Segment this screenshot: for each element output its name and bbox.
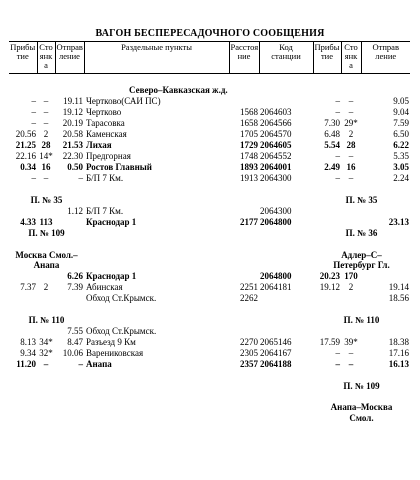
cell-stop-right: – bbox=[348, 151, 354, 162]
cell-arrival-left: – bbox=[31, 173, 36, 184]
cell-distance: 1705 bbox=[240, 129, 258, 140]
cell-stop-left bbox=[37, 270, 55, 281]
cell-stop-right bbox=[341, 217, 361, 228]
cell-stop-right bbox=[341, 325, 361, 336]
cell-departure-right bbox=[361, 325, 410, 336]
cell-stop-left bbox=[37, 325, 55, 336]
cell-station-code: 2064181 bbox=[260, 281, 292, 292]
cell-stop-left: – bbox=[43, 358, 49, 369]
cell-departure-right: 6.22 bbox=[393, 140, 409, 151]
cell-departure-left: 21.53 bbox=[62, 140, 83, 151]
cell-arrival-left bbox=[9, 206, 37, 217]
table-row bbox=[9, 270, 410, 281]
cell-distance: 2262 bbox=[240, 292, 258, 303]
cell-point-name: Разъезд 9 Км bbox=[86, 336, 136, 347]
cell-station-code: 2064566 bbox=[260, 118, 292, 129]
cell-station-code bbox=[259, 325, 313, 336]
cell-departure-left: 19.12 bbox=[62, 107, 83, 118]
cell-stop-left: – bbox=[43, 118, 49, 129]
cell-departure-left: 0.50 bbox=[67, 162, 83, 173]
cell-point-name: Анапа bbox=[86, 358, 112, 369]
cell-arrival-left: 7.37 bbox=[20, 281, 36, 292]
cell-stop-left: 16 bbox=[41, 162, 51, 173]
cell-departure-left: 6.26 bbox=[67, 270, 83, 281]
table-row bbox=[9, 162, 410, 173]
cell-arrival-left: 21.25 bbox=[15, 140, 36, 151]
header-stop-left: Сто янк а bbox=[37, 42, 55, 74]
table-row bbox=[9, 129, 410, 140]
table-row bbox=[9, 336, 410, 347]
cell-point-name: Б/П 7 Км. bbox=[86, 206, 124, 217]
cell-distance: 1913 bbox=[240, 173, 258, 184]
train-number-left: П. № 110 bbox=[28, 314, 65, 325]
cell-arrival-right: 2.49 bbox=[324, 162, 340, 173]
cell-distance: 1748 bbox=[240, 151, 258, 162]
cell-stop-right: 16 bbox=[346, 162, 356, 173]
cell-station-code: 2064300 bbox=[260, 206, 292, 217]
cell-stop-left: – bbox=[43, 107, 49, 118]
table-row bbox=[9, 281, 410, 292]
cell-arrival-right: – bbox=[335, 96, 340, 107]
header-arrival-right: Прибы тие bbox=[313, 42, 341, 74]
table-row bbox=[9, 347, 410, 358]
region-row bbox=[9, 85, 410, 96]
cell-point-name: Тарасовка bbox=[86, 118, 125, 129]
cell-stop-right: 29* bbox=[344, 118, 358, 129]
section-row-p109-bottom bbox=[9, 380, 410, 391]
table-row bbox=[9, 96, 410, 107]
cell-arrival-left: 9.34 bbox=[20, 347, 36, 358]
header-departure-left: Отправ ление bbox=[55, 42, 84, 74]
train-number-right: П. № 110 bbox=[343, 314, 380, 325]
cell-stop-left: – bbox=[43, 96, 49, 107]
cell-arrival-right: – bbox=[335, 151, 340, 162]
cell-stop-right bbox=[341, 206, 361, 217]
cell-distance bbox=[229, 96, 259, 107]
cell-point-name: Лихая bbox=[86, 140, 112, 151]
cell-departure-right bbox=[361, 270, 410, 281]
table-row bbox=[9, 206, 410, 217]
cell-station-code: 2064800 bbox=[260, 217, 292, 228]
table-row bbox=[9, 140, 410, 151]
cell-point-name: Ростов Главный bbox=[86, 162, 152, 173]
cell-arrival-right: 6.48 bbox=[324, 129, 340, 140]
table-row bbox=[9, 292, 410, 303]
cell-departure-left: 20.58 bbox=[62, 129, 83, 140]
cell-arrival-left: 4.33 bbox=[20, 217, 36, 228]
cell-point-name: Варениковская bbox=[86, 347, 144, 358]
cell-arrival-right bbox=[313, 325, 341, 336]
header-distance: Расстоя ние bbox=[229, 42, 259, 74]
cell-station-code: 2064188 bbox=[260, 358, 292, 369]
document-title: ВАГОН БЕСПЕРЕСАДОЧНОГО СООБЩЕНИЯ bbox=[95, 28, 325, 39]
cell-station-code: 2064605 bbox=[260, 140, 292, 151]
cell-distance: 2270 bbox=[240, 336, 258, 347]
cell-arrival-left: 20.56 bbox=[15, 129, 36, 140]
table-row bbox=[9, 325, 410, 336]
cell-station-code: 2064552 bbox=[260, 151, 292, 162]
cell-stop-left: 14* bbox=[39, 151, 53, 162]
cell-point-name: Абинская bbox=[86, 281, 123, 292]
section-rows-4 bbox=[9, 325, 410, 369]
cell-distance bbox=[229, 206, 259, 217]
cell-arrival-right: 5.54 bbox=[324, 140, 340, 151]
cell-stop-left: 32* bbox=[39, 347, 53, 358]
cell-distance: 2357 bbox=[240, 358, 258, 369]
section-row-p109-p36 bbox=[9, 228, 410, 239]
cell-stop-left bbox=[37, 292, 55, 303]
cell-arrival-right: 17.59 bbox=[319, 336, 340, 347]
cell-stop-right: – bbox=[348, 173, 354, 184]
cell-stop-right: 170 bbox=[344, 270, 358, 281]
cell-stop-right: – bbox=[348, 347, 354, 358]
cell-point-name: Обход Ст.Крымск. bbox=[86, 292, 157, 303]
cell-departure-right: 17.16 bbox=[388, 347, 409, 358]
cell-point-name: Чертково(САИ ПС) bbox=[86, 96, 161, 107]
cell-distance: 1893 bbox=[240, 162, 258, 173]
cell-point-name: Б/П 7 Км. bbox=[86, 173, 124, 184]
section-row-p35 bbox=[9, 195, 410, 206]
cell-departure-left: 22.30 bbox=[62, 151, 83, 162]
cell-stop-right: – bbox=[348, 96, 354, 107]
cell-point-name: Краснодар 1 bbox=[86, 217, 137, 228]
train-number-left: П. № 109 bbox=[28, 228, 65, 239]
cell-arrival-right: 20.23 bbox=[319, 270, 340, 281]
cell-station-code: 2064570 bbox=[260, 129, 292, 140]
cell-departure-right: 23.13 bbox=[388, 217, 409, 228]
cell-departure-right bbox=[361, 206, 410, 217]
cell-departure-left: 20.19 bbox=[62, 118, 83, 129]
table-row bbox=[9, 173, 410, 184]
cell-distance bbox=[229, 270, 259, 281]
cell-station-code: 2064167 bbox=[260, 347, 292, 358]
cell-point-name: Обход Ст.Крымск. bbox=[86, 325, 157, 336]
cell-departure-left: 10.06 bbox=[62, 347, 83, 358]
cell-departure-left: – bbox=[78, 173, 83, 184]
cell-departure-right: 5.35 bbox=[393, 151, 409, 162]
cell-distance: 2251 bbox=[240, 281, 258, 292]
cell-arrival-left: 0.34 bbox=[20, 162, 36, 173]
cell-distance: 1658 bbox=[240, 118, 258, 129]
cell-distance: 1568 bbox=[240, 107, 258, 118]
section-rows-2 bbox=[9, 206, 410, 228]
cell-departure-right: 3.05 bbox=[393, 162, 409, 173]
cell-arrival-right: – bbox=[335, 358, 340, 369]
cell-stop-left bbox=[37, 206, 55, 217]
cell-departure-right: 19.14 bbox=[388, 281, 409, 292]
cell-arrival-left: 8.13 bbox=[20, 336, 36, 347]
cell-stop-right: 28 bbox=[346, 140, 356, 151]
train-number-right: П. № 109 bbox=[343, 380, 380, 391]
cell-stop-left: 28 bbox=[41, 140, 51, 151]
cell-arrival-left: – bbox=[31, 118, 36, 129]
timetable bbox=[9, 41, 410, 423]
cell-departure-right: 16.13 bbox=[388, 358, 409, 369]
cell-arrival-right: – bbox=[335, 347, 340, 358]
cell-arrival-right: – bbox=[335, 173, 340, 184]
cell-departure-right: 9.04 bbox=[393, 107, 409, 118]
cell-arrival-right bbox=[313, 206, 341, 217]
cell-station-code: 2065146 bbox=[260, 336, 292, 347]
cell-departure-left: – bbox=[78, 358, 83, 369]
cell-distance: 1729 bbox=[240, 140, 258, 151]
cell-arrival-left: – bbox=[31, 96, 36, 107]
cell-departure-right: 18.38 bbox=[388, 336, 409, 347]
cell-arrival-right bbox=[313, 292, 341, 303]
cell-arrival-right: 7.30 bbox=[324, 118, 340, 129]
cell-point-name: Каменская bbox=[86, 129, 127, 140]
cell-distance: 2305 bbox=[240, 347, 258, 358]
cell-point-name: Краснодар 1 bbox=[86, 270, 137, 281]
cell-arrival-left: 22.16 bbox=[15, 151, 36, 162]
timetable-body bbox=[9, 73, 410, 96]
section-rows-3 bbox=[9, 270, 410, 303]
cell-distance bbox=[229, 325, 259, 336]
train-number-left: П. № 35 bbox=[30, 195, 63, 206]
cell-departure-left: 19.11 bbox=[63, 96, 83, 107]
cell-station-code: 2064001 bbox=[260, 162, 292, 173]
cell-departure-left: 8.47 bbox=[67, 336, 83, 347]
section-row-p110 bbox=[9, 314, 410, 325]
route-anapa-moscow: Анапа–Москва Смол. bbox=[330, 402, 393, 423]
route-anapa-moscow-row bbox=[9, 402, 410, 423]
cell-departure-right: 2.24 bbox=[393, 173, 409, 184]
cell-stop-right: 2 bbox=[348, 281, 354, 292]
cell-station-code bbox=[259, 292, 313, 303]
cell-departure-left bbox=[55, 292, 84, 303]
cell-stop-left: – bbox=[43, 173, 49, 184]
table-row bbox=[9, 151, 410, 162]
cell-arrival-right: 19.12 bbox=[319, 281, 340, 292]
cell-station-code: 2064800 bbox=[260, 270, 292, 281]
route-adler-spb: Адлер–С– Петербург Гл. bbox=[333, 249, 390, 271]
cell-point-name: Предгорная bbox=[86, 151, 131, 162]
header-station-code: Код станции bbox=[259, 42, 313, 74]
table-row bbox=[9, 118, 410, 129]
cell-arrival-right bbox=[313, 217, 341, 228]
route-names-row bbox=[9, 250, 410, 271]
cell-departure-right: 9.05 bbox=[393, 96, 409, 107]
cell-station-code: 2064300 bbox=[260, 173, 292, 184]
section-rows-1 bbox=[9, 96, 410, 184]
header-row bbox=[9, 42, 410, 74]
cell-departure-right: 18.56 bbox=[388, 292, 409, 303]
cell-station-code: 2064603 bbox=[260, 107, 292, 118]
cell-point-name: Чертково bbox=[86, 107, 122, 118]
cell-arrival-left: 11.20 bbox=[16, 358, 36, 369]
cell-arrival-right: – bbox=[335, 107, 340, 118]
cell-arrival-left bbox=[9, 292, 37, 303]
header-stop-right: Сто янк а bbox=[341, 42, 361, 74]
route-moscow-anapa: Москва Смол.– Анапа bbox=[15, 249, 78, 271]
table-row bbox=[9, 107, 410, 118]
cell-departure-right: 7.59 bbox=[393, 118, 409, 129]
cell-arrival-left: – bbox=[31, 107, 36, 118]
train-number-right: П. № 35 bbox=[345, 195, 378, 206]
header-arrival-left: Прибы тие bbox=[9, 42, 37, 74]
cell-stop-right: – bbox=[348, 358, 354, 369]
cell-departure-left: 7.55 bbox=[67, 325, 83, 336]
cell-departure-left: 7.39 bbox=[67, 281, 83, 292]
cell-stop-right: – bbox=[348, 107, 354, 118]
cell-stop-left: 113 bbox=[39, 217, 53, 228]
cell-station-code bbox=[259, 96, 313, 107]
table-row bbox=[9, 217, 410, 228]
cell-departure-right: 6.50 bbox=[393, 129, 409, 140]
region-label: Северо–Кавказская ж.д. bbox=[129, 85, 228, 96]
cell-departure-left: 1.12 bbox=[67, 206, 83, 217]
cell-arrival-left bbox=[9, 325, 37, 336]
header-departure-right: Отправ ление bbox=[361, 42, 410, 74]
table-row bbox=[9, 358, 410, 369]
cell-stop-right: 39* bbox=[344, 336, 358, 347]
cell-arrival-left bbox=[9, 270, 37, 281]
cell-distance: 2177 bbox=[240, 217, 258, 228]
header-points: Раздельные пункты bbox=[84, 42, 229, 74]
cell-stop-left: 2 bbox=[43, 129, 49, 140]
train-number-right: П. № 36 bbox=[345, 228, 378, 239]
cell-stop-right bbox=[341, 292, 361, 303]
cell-stop-left: 2 bbox=[43, 281, 49, 292]
cell-stop-right: 2 bbox=[348, 129, 354, 140]
cell-departure-left bbox=[55, 217, 84, 228]
cell-stop-left: 34* bbox=[39, 336, 53, 347]
